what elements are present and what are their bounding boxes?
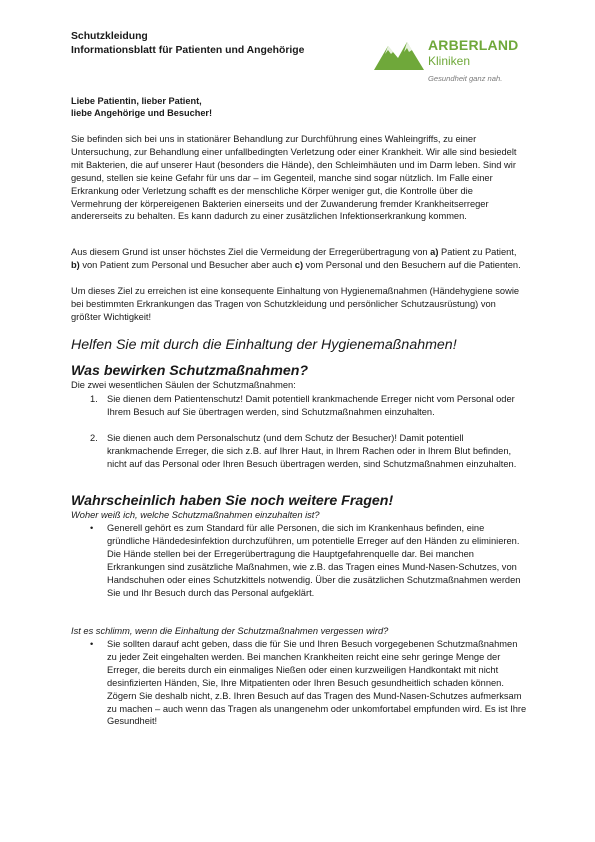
- question-2: Ist es schlimm, wenn die Einhaltung der Schutzmaßnahmen vergessen wird?: [71, 626, 389, 636]
- section-1-subtitle: Die zwei wesentlichen Säulen der Schutzmaßnahmen:: [71, 380, 296, 390]
- intro-p2-text-b: Patient zu Patient,: [438, 247, 517, 257]
- greeting: [71, 95, 212, 119]
- list-item-2: Sie dienen auch dem Personalschutz (und dem Schutz der Besucher)! Damit potentiell krankmachende Erreger, die sich z.B. auf Ihrer Haut, in Ihrem Rachen oder in Ihrem Blut befinden, nicht auf das Personal oder Ihren Besuch übertragen werden, sind Schutzmaßnahmen einzuhalten.: [107, 433, 517, 469]
- section-1-heading: Was bewirken Schutzmaßnahmen?: [71, 363, 309, 379]
- intro-paragraph-2: [71, 246, 526, 272]
- logo-brand-name: ARBERLAND: [428, 37, 519, 53]
- answer-1: Generell gehört es zum Standard für alle Personen, die sich im Krankenhaus befinden, eine gründliche Händedesinfektion durchzuführen, um potentielle Erreger auf den Händen zu eliminieren. Die Hände stellen bei der Erregerübertragung die Hauptgefahrenquelle dar. Bei manchen Erkrankungen sind zusätzliche Maßnahmen, wie z.B. das Tragen eines Mund-Nasen-Schutzes, von Handschuhen oder eines Schutzkittels notwendig. Über die zusätzlichen Schutzmaßnahmen werden Sie und Ihr Besuch durch das Personal aufgeklärt.: [107, 523, 521, 598]
- greeting-line-2: liebe Angehörige und Besucher!: [71, 108, 213, 118]
- intro-p2-marker-c: c): [294, 259, 304, 270]
- question-1: Woher weiß ich, welche Schutzmaßnahmen einzuhalten ist?: [71, 510, 320, 520]
- list-number-1: 1.: [90, 394, 98, 404]
- intro-paragraph-3: Um dieses Ziel zu erreichen ist eine konsequente Einhaltung von Hygienemaßnahmen (Händehygiene sowie bei bestimmten Erkrankungen das Tragen von Schutzkleidung und persönlicher Schutzausrüstung) von größter Wichtigkeit!: [71, 286, 520, 322]
- logo-brand-sub: Kliniken: [428, 54, 471, 68]
- bullet-1: •: [90, 523, 94, 533]
- section-2-heading: Wahrscheinlich haben Sie noch weitere Fragen!: [71, 493, 394, 509]
- greeting-line-1: Liebe Patientin, lieber Patient,: [71, 96, 202, 106]
- arberland-logo: [374, 34, 534, 90]
- intro-p2-text-a: Aus diesem Grund ist unser höchstes Ziel die Vermeidung der Erregerübertragung von: [71, 247, 431, 257]
- list-number-2: 2.: [90, 433, 98, 443]
- document-subtitle: Informationsblatt für Patienten und Angehörige: [71, 45, 305, 56]
- intro-p2-marker-a: a): [430, 247, 439, 257]
- intro-paragraph-1: Sie befinden sich bei uns in stationärer Behandlung zur Durchführung eines Wahleingriffs, zu einer Untersuchung, zur Behandlung einer unfallbedingten Verletzung oder einer Krankheit. Wir alle sind besiedelt mit Bakterien, die auf unserer Haut (besonders die Hände), den Schleimhäuten und im Darm leben. Sind wir gesund, stellen sie keine Gefahr für uns dar – im Gegenteil, manche sind sogar nützlich. Im Falle einer Erkrankung oder Verletzung schafft es der menschliche Körper weniger gut, die Kontrolle über die Vermehrung der körpereigenen Bakterien einerseits und der Zuwanderung fremder Krankheitserreger andererseits zu behalten. Es kann dadurch zu einer zusätzlichen Infektionserkrankung kommen.: [71, 134, 517, 222]
- answer-2: Sie sollten darauf acht geben, dass die für Sie und Ihren Besuch vorgegebenen Schutzmaßnahmen zu jeder Zeit eingehalten werden. Bei manchen Krankheiten reicht eine sehr geringe Menge der Erreger, die bereits durch ein einmaliges Nießen oder einen kurzweiligen Handkontakt mit nicht desinfizierten Händen, Sie, Ihre Mitpatienten oder Ihren Besuch gesundheitlich schaden können. Zögern Sie deshalb nicht, z.B. Ihren Besuch auf das Tragen des Mund-Nasen-Schutzes aufmerksam zu machen – auch wenn das Tragen als unangenehm oder unkomfortabel empfunden wird. Es ist Ihre Gesundheit!: [107, 639, 527, 727]
- document-title: Schutzkleidung: [71, 31, 148, 42]
- intro-p2-marker-b: b): [71, 259, 80, 270]
- callout-heading: Helfen Sie mit durch die Einhaltung der Hygienemaßnahmen!: [71, 337, 457, 353]
- intro-p2-text-d: vom Personal und den Besuchern auf die Patienten.: [303, 259, 521, 270]
- mountain-logo-icon: [374, 38, 424, 72]
- document-header: [71, 30, 304, 58]
- intro-p2-text-c: von Patient zum Personal und Besucher aber auch: [79, 259, 295, 270]
- logo-slogan: Gesundheit ganz nah.: [428, 74, 503, 83]
- bullet-2: •: [90, 639, 94, 649]
- list-item-1: Sie dienen dem Patientenschutz! Damit potentiell krankmachende Erreger nicht vom Personal oder Ihrem Besuch auf Sie übertragen werden, sind Schutzmaßnahmen einzuhalten.: [107, 394, 515, 417]
